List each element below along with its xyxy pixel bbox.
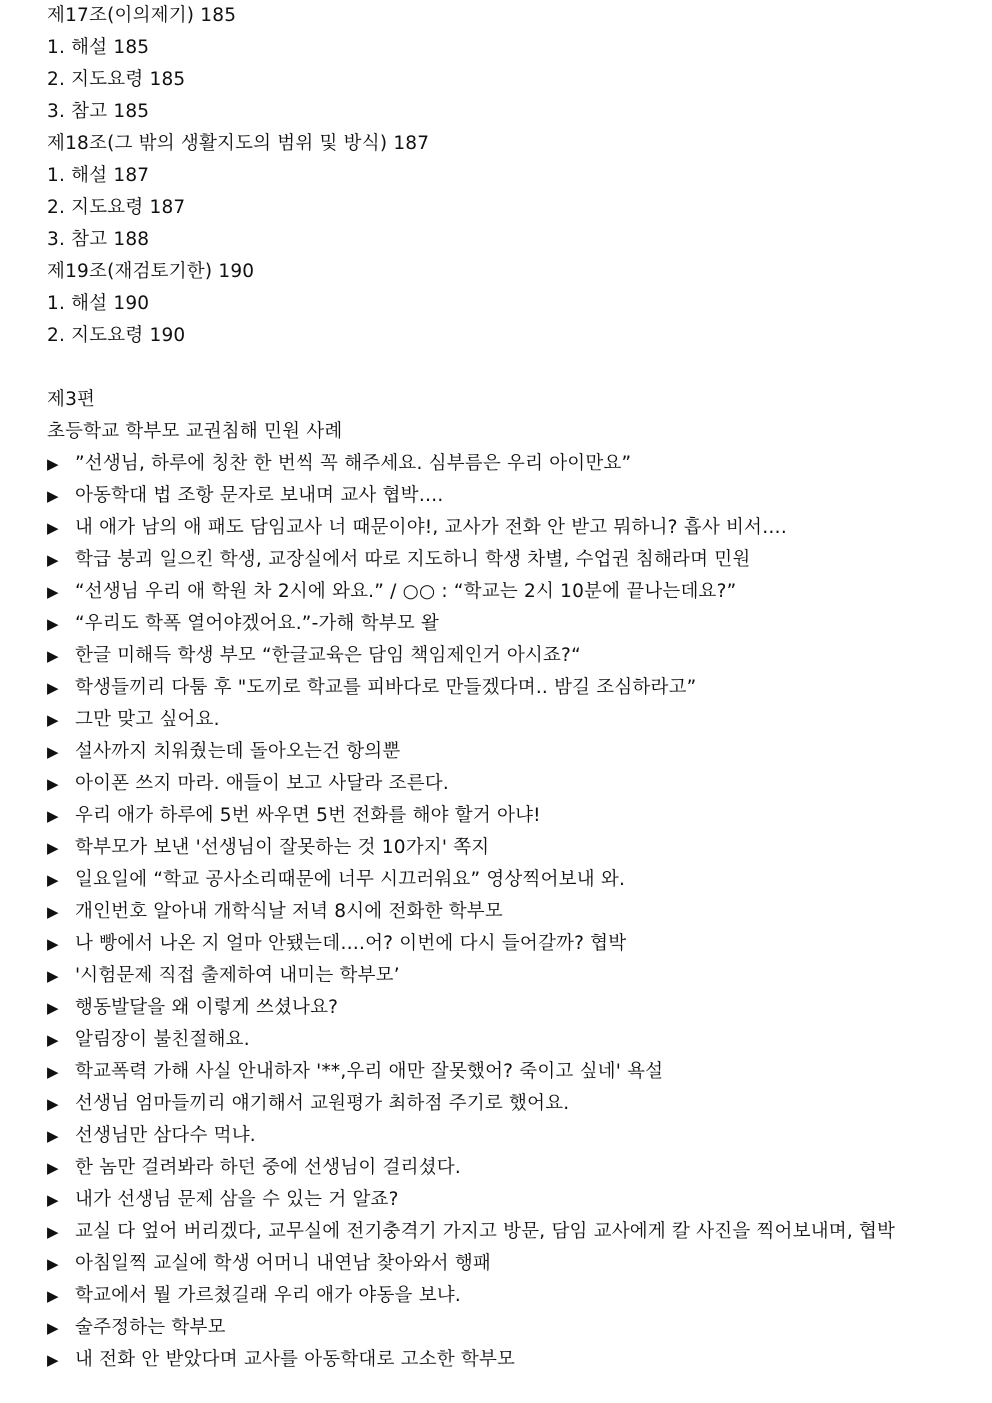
toc-item: 2. 지도요령 185 <box>47 69 186 90</box>
case-item <box>47 672 959 704</box>
case-item <box>47 992 959 1024</box>
case-item <box>47 1344 959 1376</box>
case-text: 아동학대 법 조항 문자로 보내며 교사 협박…. <box>75 485 444 506</box>
case-text: 한 놈만 걸려봐라 하던 중에 선생님이 걸리셨다. <box>75 1157 461 1178</box>
case-item <box>47 896 959 928</box>
case-text: “선생님 우리 애 학원 차 2시에 와요.” / ○○ : “학교는 2시 10분에 끝나는데요?” <box>75 581 737 602</box>
part-title: 초등학교 학부모 교권침해 민원 사례 <box>47 421 343 442</box>
triangle-bullet-icon: ▶ <box>47 1287 59 1305</box>
triangle-bullet-icon: ▶ <box>47 487 59 505</box>
case-item <box>47 576 959 608</box>
triangle-bullet-icon: ▶ <box>47 519 59 537</box>
case-item <box>47 512 959 544</box>
triangle-bullet-icon: ▶ <box>47 743 59 761</box>
triangle-bullet-icon: ▶ <box>47 903 59 921</box>
case-text: 술주정하는 학부모 <box>75 1317 226 1338</box>
toc-item: 1. 해설 190 <box>47 293 150 314</box>
toc-section <box>47 0 959 352</box>
toc-article-18: 제18조(그 밖의 생활지도의 범위 및 방식) 187 <box>47 133 430 154</box>
case-text: 개인번호 알아내 개학식날 저녁 8시에 전화한 학부모 <box>75 901 503 922</box>
triangle-bullet-icon: ▶ <box>47 871 59 889</box>
case-text: 알림장이 불친절해요. <box>75 1029 250 1050</box>
triangle-bullet-icon: ▶ <box>47 935 59 953</box>
triangle-bullet-icon: ▶ <box>47 1319 59 1337</box>
case-text: 선생님만 삼다수 먹냐. <box>75 1125 256 1146</box>
case-text: 나 빵에서 나온 지 얼마 안됐는데….어? 이번에 다시 들어갈까? 협박 <box>75 933 627 954</box>
triangle-bullet-icon: ▶ <box>47 711 59 729</box>
case-item <box>47 800 959 832</box>
case-item <box>47 864 959 896</box>
case-text: 학급 붕괴 일으킨 학생, 교장실에서 따로 지도하니 학생 차별, 수업권 침해라며 민원 <box>75 549 751 570</box>
case-text: 아침일찍 교실에 학생 어머니 내연남 찾아와서 행패 <box>75 1253 491 1274</box>
case-item <box>47 1280 959 1312</box>
toc-article-19: 제19조(재검토기한) 190 <box>47 261 255 282</box>
case-item <box>47 480 959 512</box>
toc-item: 3. 참고 188 <box>47 229 150 250</box>
case-item <box>47 608 959 640</box>
triangle-bullet-icon: ▶ <box>47 775 59 793</box>
case-item <box>47 1312 959 1344</box>
case-text: 학교에서 뭘 가르쳤길래 우리 애가 야동을 보냐. <box>75 1285 461 1306</box>
case-item <box>47 640 959 672</box>
case-item <box>47 1248 959 1280</box>
triangle-bullet-icon: ▶ <box>47 1191 59 1209</box>
triangle-bullet-icon: ▶ <box>47 967 59 985</box>
case-text: 일요일에 “학교 공사소리때문에 너무 시끄러워요” 영상찍어보내 와. <box>75 869 626 890</box>
case-item <box>47 928 959 960</box>
blank-line <box>47 352 959 384</box>
toc-item: 1. 해설 187 <box>47 165 150 186</box>
triangle-bullet-icon: ▶ <box>47 1127 59 1145</box>
case-item <box>47 1088 959 1120</box>
triangle-bullet-icon: ▶ <box>47 1255 59 1273</box>
triangle-bullet-icon: ▶ <box>47 999 59 1017</box>
triangle-bullet-icon: ▶ <box>47 455 59 473</box>
triangle-bullet-icon: ▶ <box>47 1223 59 1241</box>
toc-item: 3. 참고 185 <box>47 101 150 122</box>
triangle-bullet-icon: ▶ <box>47 1159 59 1177</box>
case-item <box>47 448 959 480</box>
toc-item: 2. 지도요령 190 <box>47 325 186 346</box>
triangle-bullet-icon: ▶ <box>47 1063 59 1081</box>
case-text: “우리도 학폭 열어야겠어요.”-가해 학부모 왈 <box>75 613 440 634</box>
triangle-bullet-icon: ▶ <box>47 1095 59 1113</box>
case-text: 우리 애가 하루에 5번 싸우면 5번 전화를 해야 할거 아냐! <box>75 805 541 826</box>
case-item <box>47 1024 959 1056</box>
case-text: 내 애가 남의 애 패도 담임교사 너 때문이야!, 교사가 전화 안 받고 뭐하니? 흡사 비서…. <box>75 517 787 538</box>
case-item <box>47 736 959 768</box>
case-text: ”선생님, 하루에 칭찬 한 번씩 꼭 해주세요. 심부름은 우리 아이만요” <box>75 453 632 474</box>
case-item <box>47 1216 959 1248</box>
toc-article-17: 제17조(이의제기) 185 <box>47 5 237 26</box>
case-text: 설사까지 치워줬는데 돌아오는건 항의뿐 <box>75 741 401 762</box>
case-text: 학교폭력 가해 사실 안내하자 '**,우리 애만 잘못했어? 죽이고 싶네' 욕설 <box>75 1061 664 1082</box>
triangle-bullet-icon: ▶ <box>47 807 59 825</box>
case-item <box>47 1056 959 1088</box>
case-item <box>47 1120 959 1152</box>
part-label: 제3편 <box>47 389 96 410</box>
triangle-bullet-icon: ▶ <box>47 1031 59 1049</box>
triangle-bullet-icon: ▶ <box>47 615 59 633</box>
case-text: '시험문제 직접 출제하여 내미는 학부모’ <box>75 965 400 986</box>
case-item <box>47 832 959 864</box>
case-text: 내 전화 안 받았다며 교사를 아동학대로 고소한 학부모 <box>75 1349 516 1370</box>
triangle-bullet-icon: ▶ <box>47 679 59 697</box>
case-text: 교실 다 엎어 버리겠다, 교무실에 전기충격기 가지고 방문, 담임 교사에게 칼 사진을 찍어보내며, 협박 <box>75 1221 896 1242</box>
case-text: 학생들끼리 다툼 후 "도끼로 학교를 피바다로 만들겠다며.. 밤길 조심하라고” <box>75 677 697 698</box>
case-text: 학부모가 보낸 '선생님이 잘못하는 것 10가지' 쪽지 <box>75 837 490 858</box>
triangle-bullet-icon: ▶ <box>47 647 59 665</box>
triangle-bullet-icon: ▶ <box>47 839 59 857</box>
document-page <box>47 0 959 1376</box>
case-text: 선생님 엄마들끼리 얘기해서 교원평가 최하점 주기로 했어요. <box>75 1093 570 1114</box>
case-item <box>47 544 959 576</box>
case-item <box>47 1184 959 1216</box>
case-item <box>47 960 959 992</box>
case-text: 행동발달을 왜 이렇게 쓰셨나요? <box>75 997 339 1018</box>
triangle-bullet-icon: ▶ <box>47 1351 59 1369</box>
toc-item: 2. 지도요령 187 <box>47 197 186 218</box>
case-list <box>47 448 959 1376</box>
case-text: 내가 선생님 문제 삼을 수 있는 거 알죠? <box>75 1189 399 1210</box>
case-item <box>47 768 959 800</box>
toc-item: 1. 해설 185 <box>47 37 150 58</box>
case-text: 그만 맞고 싶어요. <box>75 709 220 730</box>
case-text: 아이폰 쓰지 마라. 애들이 보고 사달라 조른다. <box>75 773 449 794</box>
triangle-bullet-icon: ▶ <box>47 551 59 569</box>
case-item <box>47 1152 959 1184</box>
case-item <box>47 704 959 736</box>
case-text: 한글 미해득 학생 부모 “한글교육은 담임 책임제인거 아시죠?“ <box>75 645 581 666</box>
triangle-bullet-icon: ▶ <box>47 583 59 601</box>
